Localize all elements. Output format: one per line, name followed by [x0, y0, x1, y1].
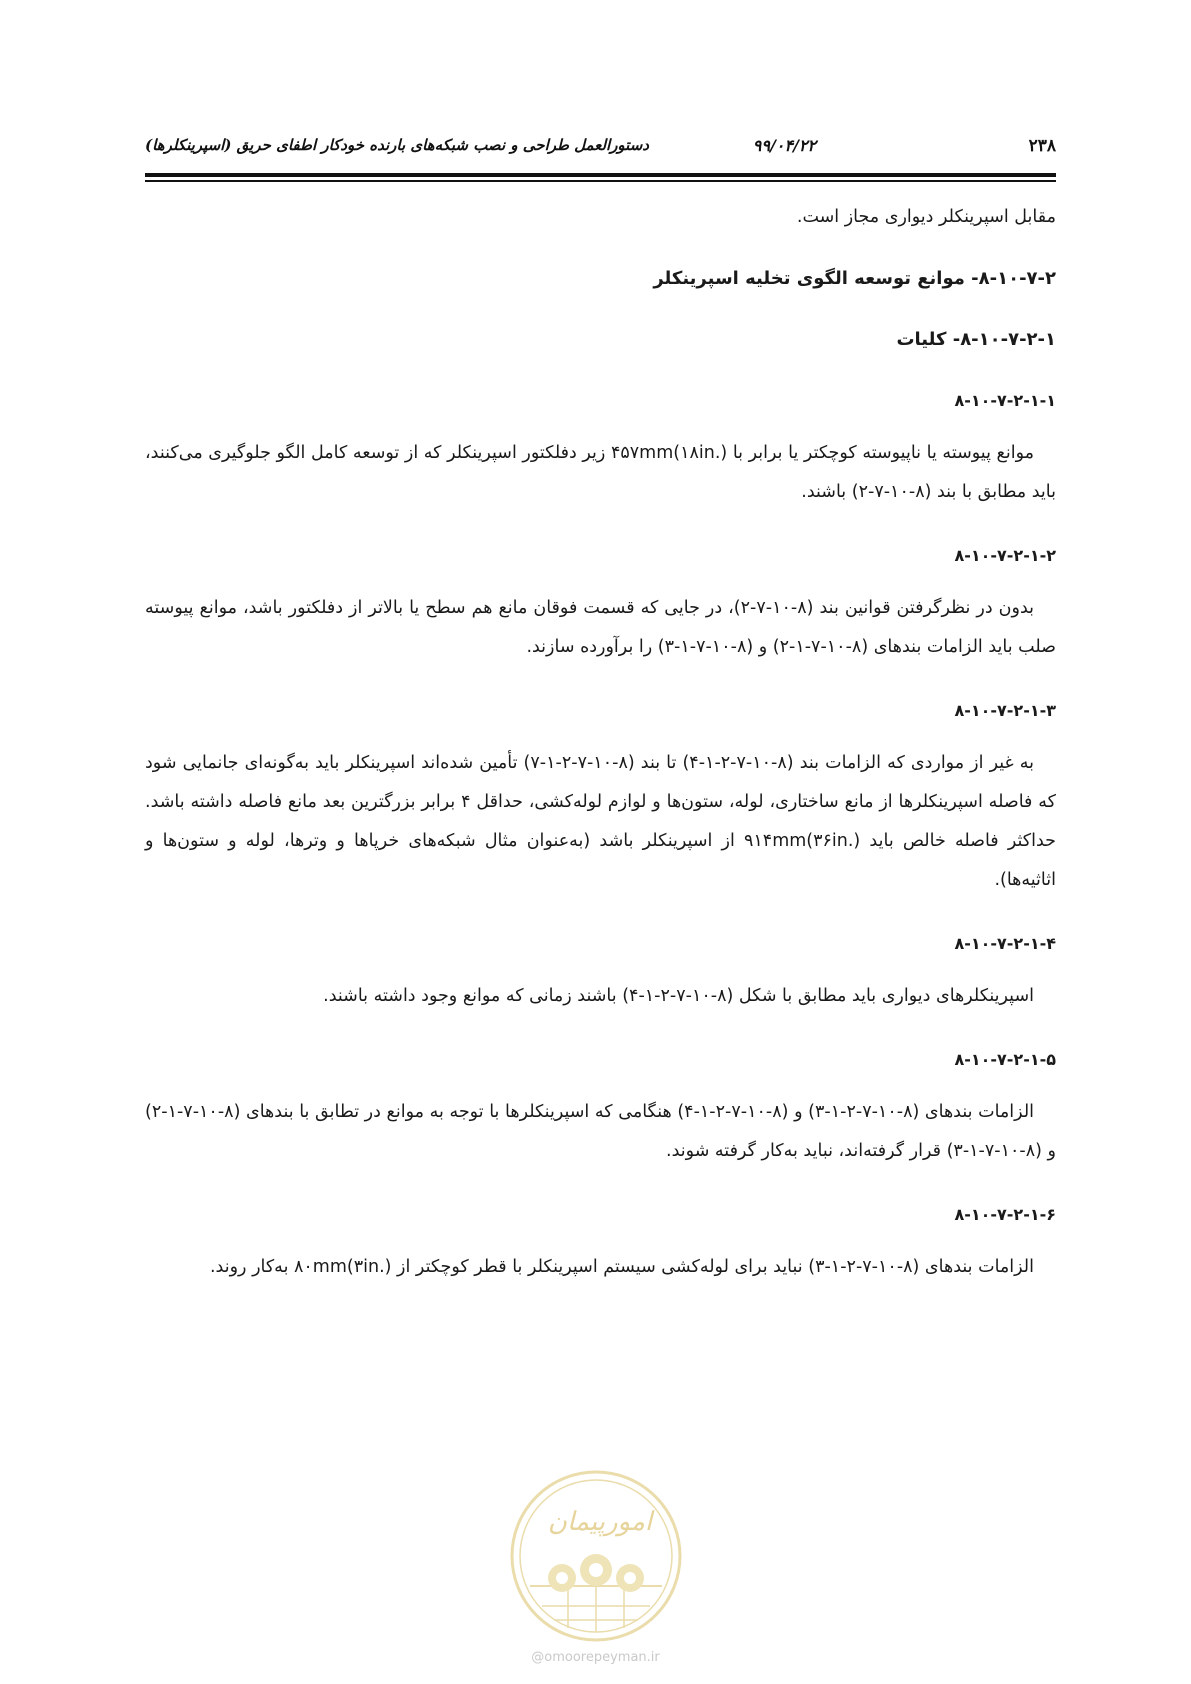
page-number: ۲۳۸: [1028, 136, 1056, 156]
clause-text: الزامات بندهای (۸-۱۰-۷-۲-۱-۳) نباید برای لوله‌کشی سیستم اسپرینکلر با قطر کوچکتر از ۸۰mm(۳in.) به‌کار روند.: [209, 1257, 1034, 1277]
watermark-seal-icon: [508, 1468, 684, 1644]
header-rule-thin: [145, 180, 1056, 182]
watermark-site: @omoorepeyman.ir: [531, 1650, 660, 1665]
header-title: دستورالعمل طراحی و نصب شبکه‌های بارنده خودکار اطفای حریق (اسپرینکلرها): [145, 136, 649, 154]
clause-number: ۸-۱۰-۷-۲-۱-۵: [954, 1050, 1056, 1069]
clause-text: موانع پیوسته یا ناپیوسته کوچکتر یا برابر با ۴۵۷mm(۱۸in.) زیر دفلکتور اسپرینکلر که از توسعه کامل الگو جلوگیری می‌کنند، باید مطابق با بند (۸-۱۰-۷-۲) باشند.: [145, 443, 1056, 502]
clause-text: به غیر از مواردی که الزامات بند (۸-۱۰-۷-۲-۱-۴) تا بند (۸-۱۰-۷-۲-۱-۷) تأمین شده‌اند اسپرینکلر باید به‌گونه‌ای جانمایی شود که فاصله اسپرینکلرها از مانع ساختاری، لوله، ستون‌ها و لوازم لوله‌کشی، حداقل ۴ برابر بزرگترین بعد مانع فاصله داشته باشد. حداکثر فاصله خالص باید ۹۱۴mm(۳۶in.) از اسپرینکلر باشد (به‌عنوان مثال شبکه‌های خرپاها و وترها، لوله و ستون‌ها و اثاثیه‌ها).: [145, 753, 1056, 890]
clause-text: بدون در نظرگرفتن قوانین بند (۸-۱۰-۷-۲)، در جایی که قسمت فوقان مانع هم سطح یا بالاتر از دفلکتور باشد، موانع پیوسته صلب باید الزامات بندهای (۸-۱۰-۷-۱-۲) و (۸-۱۰-۷-۱-۳) را برآورده سازند.: [145, 598, 1056, 657]
clause-number: ۸-۱۰-۷-۲-۱-۶: [954, 1205, 1056, 1224]
document-body: [145, 198, 1056, 1311]
clause-number: ۸-۱۰-۷-۲-۱-۴: [954, 934, 1056, 953]
clause-number: ۸-۱۰-۷-۲-۱-۲: [954, 546, 1056, 565]
header-date: ۹۹/۰۴/۲۲: [752, 136, 816, 155]
section-heading: ۸-۱۰-۷-۲- موانع توسعه الگوی تخلیه اسپرینکلر: [653, 268, 1056, 289]
header-rule-thick: [145, 173, 1056, 177]
subsection-heading: ۸-۱۰-۷-۲-۱- کلیات: [896, 329, 1056, 350]
page-header: [145, 132, 1056, 162]
lead-paragraph: مقابل اسپرینکلر دیواری مجاز است.: [796, 207, 1056, 227]
clause-number: ۸-۱۰-۷-۲-۱-۱: [954, 391, 1056, 410]
clause-text: اسپرینکلرهای دیواری باید مطابق با شکل (۸-۱۰-۷-۲-۱-۴) باشند زمانی که موانع وجود داشته باشند.: [323, 986, 1034, 1006]
clause-text: الزامات بندهای (۸-۱۰-۷-۲-۱-۳) و (۸-۱۰-۷-۲-۱-۴) هنگامی که اسپرینکلرها با توجه به موانع در تطابق با بندهای (۸-۱۰-۷-۱-۲) و (۸-۱۰-۷-۱-۳) قرار گرفته‌اند، نباید به‌کار گرفته شوند.: [145, 1102, 1056, 1161]
clause-number: ۸-۱۰-۷-۲-۱-۳: [954, 701, 1056, 720]
seal-text: امورپیمان: [547, 1507, 653, 1537]
